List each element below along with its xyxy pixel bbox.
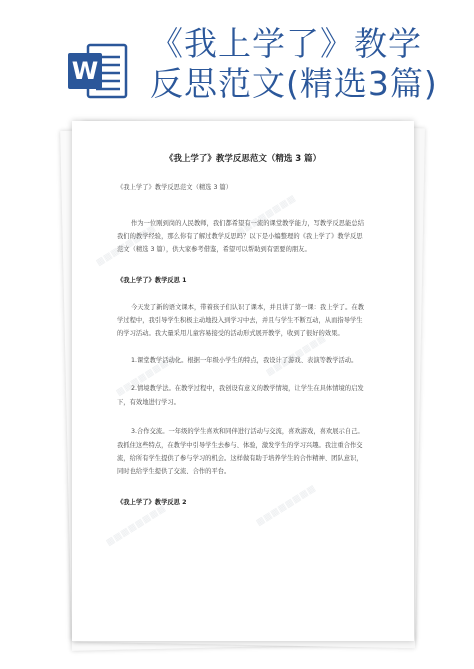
document-preview	[72, 121, 414, 641]
watermark: ▦▦▦▦▦▦▦▦	[264, 333, 328, 379]
doc-line: 的学习活动。我大量采用儿童容易接受的活动形式展开教学，收到了很好的效果。	[117, 330, 344, 337]
doc-line: 《我上学了》教学反思范文（精选 3 篇）	[117, 184, 233, 191]
doc-line: 下，有效地进行学习。	[117, 399, 180, 406]
banner-title-line2: 反思范文(精选3篇)	[150, 64, 438, 103]
banner-title	[150, 24, 470, 104]
watermark: ▦▦▦▦▦▦▦▦	[234, 193, 298, 239]
section-heading: 《我上学了》教学反思 1	[117, 277, 187, 284]
document-page	[72, 121, 414, 641]
doc-line: 3.合作交流。一年级的学生喜欢和同伴进行活动与交流，喜欢游戏，喜欢展示自己。	[131, 428, 364, 435]
watermark: ▦▦▦▦▦▦▦▦	[114, 353, 178, 399]
doc-line: 2.情境教学法。在教学过程中，我创设有意义的教学情境，让学生在具体情境的启发	[131, 385, 364, 392]
watermark: ▦▦▦▦▦▦▦▦	[254, 483, 318, 529]
doc-line: 同时也给学生提供了交流、合作的平台。	[117, 468, 231, 475]
section-heading: 《我上学了》教学反思 2	[117, 499, 187, 506]
banner-title-line1: 《我上学了》教学	[150, 24, 422, 63]
doc-line: 学过程中，我引导学生积极主动地投入到学习中去，并且与学生不断互动，从而指导学生	[117, 317, 363, 324]
doc-line: 流，给所有学生提供了参与学习的机会。这样做有助于培养学生的合作精神、团队意识，	[117, 455, 363, 462]
doc-line: 我抓住这些特点，在教学中引导学生去参与、体验，激发学生的学习兴趣。我注重合作交	[117, 442, 363, 449]
doc-line: 我们的教学经验，那么你有了解过教学反思吗？以下是小编整理的《我上学了》教学反思	[117, 233, 363, 240]
word-logo-letter: W	[71, 57, 99, 85]
doc-line: 1.课堂教学活动化。根据一年级小学生的特点，我设计了游戏、表演等教学活动。	[131, 357, 358, 364]
watermark: ▦▦▦▦▦▦▦▦	[94, 223, 158, 269]
watermark: ▦▦▦▦▦▦▦▦	[104, 503, 168, 549]
doc-line: 作为一位刚到岗的人民教师，我们都希望有一流的课堂教学能力，写教学反思能总结	[131, 220, 364, 227]
document-title: 《我上学了》教学反思范文（精选 3 篇）	[164, 154, 322, 164]
word-document-icon	[66, 39, 130, 103]
doc-line: 今天发了新的语文课本，带着孩子们认识了课本，并且讲了第一课：我上学了。在教	[131, 304, 364, 311]
doc-line: 范文（精选 3 篇），供大家参考借鉴，希望可以帮助到有需要的朋友。	[117, 246, 311, 253]
